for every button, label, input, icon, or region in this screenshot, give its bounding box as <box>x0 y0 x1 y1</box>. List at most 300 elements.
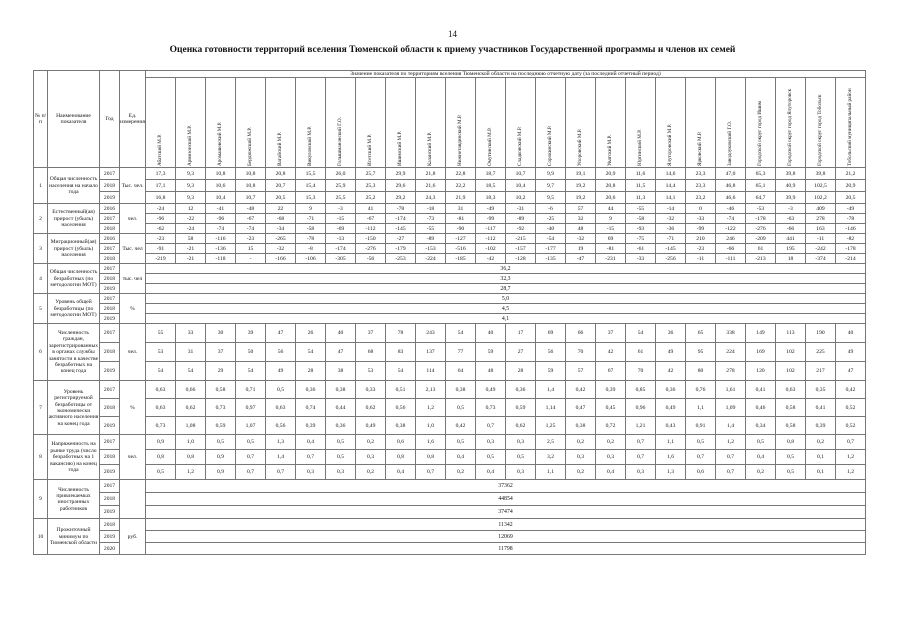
value-cell: 23,3 <box>686 180 716 192</box>
value-cell: 1,08 <box>176 417 206 435</box>
value-cell: 102,5 <box>806 180 836 192</box>
value-cell: 20,8 <box>596 180 626 192</box>
indicator-number: 3 <box>34 234 48 264</box>
value-cell: 48 <box>566 224 596 234</box>
territory-label: Юргинский М.Р. <box>636 129 643 166</box>
value-cell: -145 <box>386 224 416 234</box>
value-cell: 39,9 <box>776 192 806 204</box>
value-cell: -224 <box>416 254 446 264</box>
value-cell: 0,5 <box>206 435 236 450</box>
value-cell: -116 <box>206 234 236 244</box>
year-cell: 2017 <box>100 244 120 254</box>
table-row <box>34 362 866 381</box>
year-cell: 2017 <box>100 264 120 274</box>
value-cell: 18,5 <box>476 180 506 192</box>
value-cell: -66 <box>716 244 746 254</box>
value-cell: -15 <box>326 214 356 224</box>
document-title: Оценка готовности территорий вселения Тюменской области к приему участников Государственной программы и членов их семей <box>169 45 736 55</box>
year-cell: 2017 <box>100 294 120 304</box>
value-cell: 59 <box>476 343 506 362</box>
value-cell: 47 <box>266 324 296 343</box>
territory-header <box>536 78 566 168</box>
value-cell: 0,38 <box>566 417 596 435</box>
value-cell: 1,3 <box>656 465 686 480</box>
value-cell: 0,73 <box>206 399 236 417</box>
territory-header <box>176 78 206 168</box>
value-cell: 409 <box>806 204 836 214</box>
value-cell: 1,2 <box>416 399 446 417</box>
value-cell: -78 <box>296 234 326 244</box>
value-cell: 11,6 <box>626 168 656 180</box>
value-cell: 1,3 <box>266 435 296 450</box>
value-cell: 19,2 <box>566 192 596 204</box>
value-cell: -374 <box>806 254 836 264</box>
value-cell: 29,6 <box>386 180 416 192</box>
value-cell: 0,36 <box>506 381 536 399</box>
value-cell: 338 <box>716 324 746 343</box>
year-cell: 2016 <box>100 234 120 244</box>
header-name: Наименование показателя <box>48 71 100 168</box>
value-cell: -174 <box>386 214 416 224</box>
value-cell: -102 <box>476 244 506 254</box>
indicator-number: 9 <box>34 480 48 519</box>
value-cell: 0,2 <box>566 465 596 480</box>
year-cell: 2019 <box>100 192 120 204</box>
header-year: Год <box>100 71 120 168</box>
value-cell: 29,9 <box>386 168 416 180</box>
value-cell: -32 <box>266 244 296 254</box>
value-cell: 28 <box>506 362 536 381</box>
value-cell: 47,0 <box>716 168 746 180</box>
value-cell: 0,39 <box>806 417 836 435</box>
value-cell: 114 <box>416 362 446 381</box>
value-cell: 278 <box>806 214 836 224</box>
table-row <box>34 224 866 234</box>
value-cell: -231 <box>596 254 626 264</box>
value-cell: 57 <box>566 362 596 381</box>
value-cell: 113 <box>776 324 806 343</box>
value-cell: 23,2 <box>686 192 716 204</box>
value-cell: -46 <box>716 204 746 214</box>
readiness-table <box>33 70 866 555</box>
year-cell: 2018 <box>100 399 120 417</box>
table-row <box>34 314 866 324</box>
value-cell: -265 <box>266 234 296 244</box>
value-cell: 26,0 <box>326 168 356 180</box>
value-cell: 10,8 <box>236 180 266 192</box>
value-cell: 0,72 <box>596 417 626 435</box>
indicator-name: Численность привлекаемых иностранных работников <box>48 480 100 519</box>
value-cell: -8 <box>296 244 326 254</box>
table-row <box>34 435 866 450</box>
territory-label: Казанский М.Р. <box>426 131 433 166</box>
value-cell: 0,62 <box>356 399 386 417</box>
value-cell: 0,2 <box>746 465 776 480</box>
value-cell: -75 <box>626 234 656 244</box>
value-cell: 0,49 <box>656 399 686 417</box>
value-cell: -67 <box>236 214 266 224</box>
value-cell: 15,5 <box>296 168 326 180</box>
value-cell: 20,7 <box>266 180 296 192</box>
value-cell: 77 <box>446 343 476 362</box>
value-cell: -36 <box>656 224 686 234</box>
value-cell: 54 <box>446 324 476 343</box>
value-cell: 0,7 <box>686 450 716 465</box>
value-cell: 54 <box>296 343 326 362</box>
value-cell: 0,49 <box>476 381 506 399</box>
value-cell: -24 <box>176 224 206 234</box>
value-cell: -128 <box>506 254 536 264</box>
indicator-name: Напряженность на рынке труда (число безработных на 1 вакансию) на конец года <box>48 435 100 480</box>
value-cell: 0,5 <box>326 450 356 465</box>
value-cell: 278 <box>716 362 746 381</box>
table-row <box>34 343 866 362</box>
value-cell: 14,6 <box>656 168 686 180</box>
indicator-number: 6 <box>34 324 48 381</box>
value-cell: 1,4 <box>266 450 296 465</box>
value-cell: -66 <box>776 224 806 234</box>
value-cell: 20,9 <box>596 168 626 180</box>
value-cell: 1,6 <box>656 450 686 465</box>
value-cell: 0,52 <box>836 399 866 417</box>
value-cell: 0,41 <box>746 381 776 399</box>
value-cell: -516 <box>446 244 476 254</box>
value-cell: 0,71 <box>236 381 266 399</box>
year-cell: 2017 <box>100 214 120 224</box>
value-cell: 0,7 <box>236 450 266 465</box>
value-cell: -89 <box>416 234 446 244</box>
value-cell: 47 <box>326 343 356 362</box>
value-cell: -78 <box>386 204 416 214</box>
territory-label: Омутинский М.Р. <box>486 127 493 166</box>
value-cell: -21 <box>176 254 206 264</box>
value-cell: 3,2 <box>536 450 566 465</box>
value-cell: 0,58 <box>206 381 236 399</box>
value-cell: 10,2 <box>506 192 536 204</box>
value-cell: 9,7 <box>536 180 566 192</box>
value-cell: 21,6 <box>416 180 446 192</box>
value-cell: 39,8 <box>806 168 836 180</box>
value-cell: -74 <box>716 214 746 224</box>
value-cell: 10,7 <box>236 192 266 204</box>
value-cell: 0,58 <box>776 399 806 417</box>
value-cell: 0,85 <box>626 381 656 399</box>
territory-header <box>476 78 506 168</box>
value-cell: -111 <box>716 254 746 264</box>
value-cell: -256 <box>656 254 686 264</box>
value-cell: 54 <box>386 362 416 381</box>
value-cell: -93 <box>626 224 656 234</box>
table-row <box>34 294 866 304</box>
value-cell: -25 <box>536 214 566 224</box>
value-cell: 0,33 <box>356 381 386 399</box>
value-cell: 0,3 <box>476 435 506 450</box>
year-cell: 2019 <box>100 284 120 294</box>
table-row <box>34 480 866 493</box>
value-cell: 10,8 <box>236 168 266 180</box>
value-cell: 0,5 <box>776 450 806 465</box>
value-cell: -122 <box>716 224 746 234</box>
value-cell: 225 <box>806 343 836 362</box>
territory-label: Сорокинский М.Р. <box>546 125 553 166</box>
value-cell: 0,3 <box>626 465 656 480</box>
value-cell: 15,4 <box>296 180 326 192</box>
value-cell: 50 <box>236 343 266 362</box>
value-cell: 0,36 <box>656 381 686 399</box>
value-cell: -91 <box>146 244 176 254</box>
value-cell: 0,4 <box>596 465 626 480</box>
value-cell: 0,44 <box>326 399 356 417</box>
value-cell: 95 <box>686 343 716 362</box>
year-cell: 2019 <box>100 506 120 519</box>
value-cell: -253 <box>386 254 416 264</box>
year-cell: 2018 <box>100 254 120 264</box>
territory-label: Сладковский М.Р. <box>516 126 523 166</box>
value-cell: -305 <box>326 254 356 264</box>
value-cell: -185 <box>446 254 476 264</box>
value-cell: 64,7 <box>746 192 776 204</box>
value-cell: -40 <box>536 224 566 234</box>
table-row <box>34 417 866 435</box>
territory-label: Тобольский муниципальный район <box>846 88 853 166</box>
value-cell: -242 <box>806 244 836 254</box>
value-cell: 1,1 <box>656 435 686 450</box>
header-row-1 <box>34 71 866 78</box>
value-cell: -136 <box>206 244 236 254</box>
value-cell: 31 <box>176 343 206 362</box>
value-cell: -150 <box>356 234 386 244</box>
value-cell: 0,38 <box>326 381 356 399</box>
value-cell: 0,3 <box>326 465 356 480</box>
value-cell: 0,6 <box>686 465 716 480</box>
value-cell: 0,5 <box>776 465 806 480</box>
value-cell: 10,6 <box>206 180 236 192</box>
value-cell: -214 <box>836 254 866 264</box>
value-cell: 18,3 <box>476 192 506 204</box>
value-cell: 18,7 <box>476 168 506 180</box>
table-row <box>34 531 866 543</box>
value-cell: -68 <box>266 214 296 224</box>
value-cell: -90 <box>446 224 476 234</box>
value-cell: 0,4 <box>296 435 326 450</box>
table-row <box>34 450 866 465</box>
value-cell: -127 <box>446 234 476 244</box>
value-cell: 29 <box>206 362 236 381</box>
value-cell: 0,8 <box>416 450 446 465</box>
value-cell: -49 <box>476 204 506 214</box>
header-num: № п/п <box>34 71 48 168</box>
value-cell: -42 <box>476 254 506 264</box>
value-cell: 28 <box>296 362 326 381</box>
value-cell: 11,3 <box>626 192 656 204</box>
value-cell: 9,5 <box>536 192 566 204</box>
value-cell: 11,5 <box>626 180 656 192</box>
territory-label: Городской округ город Ишим <box>756 100 763 166</box>
value-cell: 14,4 <box>656 180 686 192</box>
value-cell: 53 <box>356 362 386 381</box>
value-cell: 0,35 <box>806 381 836 399</box>
value-cell: -22 <box>176 214 206 224</box>
value-cell: 61 <box>626 343 656 362</box>
value-cell: 54 <box>176 362 206 381</box>
value-cell: 16,8 <box>146 192 176 204</box>
value-cell: 102,2 <box>806 192 836 204</box>
value-cell: -56 <box>356 254 386 264</box>
value-cell: 0,7 <box>416 465 446 480</box>
territory-header <box>416 78 446 168</box>
value-cell: 0,5 <box>266 381 296 399</box>
table-row <box>34 274 866 284</box>
value-cell: 17,1 <box>146 180 176 192</box>
value-cell: 21,2 <box>836 168 866 180</box>
value-cell: 37 <box>206 343 236 362</box>
unit-cell: Тыс. чел <box>120 234 146 264</box>
table-row <box>34 399 866 417</box>
value-cell: 40 <box>326 324 356 343</box>
unit-cell: чел. <box>120 204 146 234</box>
value-cell: -81 <box>446 214 476 224</box>
value-cell: -209 <box>746 234 776 244</box>
value-cell: -21 <box>176 244 206 254</box>
value-cell: 19,1 <box>566 168 596 180</box>
value-cell: 0,38 <box>446 381 476 399</box>
value-cell: 0,5 <box>506 450 536 465</box>
value-cell: -58 <box>626 214 656 224</box>
value-cell: 0,76 <box>686 381 716 399</box>
unit-cell: тыс. чел <box>120 264 146 294</box>
value-cell: 70 <box>566 343 596 362</box>
territory-header <box>266 78 296 168</box>
value-cell: 0,5 <box>446 399 476 417</box>
value-cell: -78 <box>836 214 866 224</box>
value-cell: 46,8 <box>716 180 746 192</box>
value-cell: 54 <box>146 362 176 381</box>
territory-header <box>626 78 656 168</box>
value-cell: 0,73 <box>476 399 506 417</box>
value-cell: 25,9 <box>326 180 356 192</box>
value-cell: 37 <box>596 324 626 343</box>
value-cell: 20,9 <box>836 180 866 192</box>
value-cell: 0,9 <box>146 435 176 450</box>
value-cell: 40 <box>836 324 866 343</box>
aggregate-value: 11798 <box>146 543 866 555</box>
territory-label: Голышмановский Г.О. <box>336 117 343 166</box>
value-cell: - <box>236 254 266 264</box>
value-cell: 21,8 <box>416 168 446 180</box>
value-cell: -276 <box>746 224 776 234</box>
value-cell: 68 <box>356 343 386 362</box>
value-cell: 46,6 <box>716 192 746 204</box>
aggregate-value: 32,3 <box>146 274 866 284</box>
value-cell: 0,74 <box>296 399 326 417</box>
value-cell: 0,8 <box>146 450 176 465</box>
territory-label: Ярковский М.Р. <box>696 131 703 166</box>
value-cell: -23 <box>146 234 176 244</box>
year-cell: 2018 <box>100 180 120 192</box>
aggregate-value: 28,7 <box>146 284 866 294</box>
value-cell: 1,4 <box>716 417 746 435</box>
territory-label: Исетский М.Р. <box>366 134 373 166</box>
value-cell: 0,5 <box>746 435 776 450</box>
value-cell: 210 <box>686 234 716 244</box>
value-cell: 0,2 <box>566 435 596 450</box>
value-cell: -166 <box>266 254 296 264</box>
value-cell: 0,3 <box>506 435 536 450</box>
aggregate-value: 4,1 <box>146 314 866 324</box>
value-cell: 2,13 <box>416 381 446 399</box>
year-cell: 2017 <box>100 480 120 493</box>
value-cell: -99 <box>686 224 716 234</box>
value-cell: -92 <box>506 224 536 234</box>
value-cell: -54 <box>536 234 566 244</box>
value-cell: -215 <box>506 234 536 244</box>
value-cell: 0,4 <box>746 450 776 465</box>
value-cell: 25,3 <box>356 180 386 192</box>
value-cell: -178 <box>836 244 866 254</box>
value-cell: 0,39 <box>596 381 626 399</box>
aggregate-value: 37362 <box>146 480 866 493</box>
value-cell: 0,7 <box>296 450 326 465</box>
value-cell: -62 <box>146 224 176 234</box>
value-cell: 12 <box>176 204 206 214</box>
value-cell: 0,2 <box>806 435 836 450</box>
year-cell: 2017 <box>100 168 120 180</box>
territory-label: Ишимский М.Р. <box>396 131 403 166</box>
value-cell: -69 <box>326 224 356 234</box>
year-cell: 2018 <box>100 224 120 234</box>
table-row <box>34 244 866 254</box>
value-cell: 41 <box>356 204 386 214</box>
value-cell: 40,9 <box>776 180 806 192</box>
value-cell: -135 <box>536 254 566 264</box>
indicator-name: Миграционный(ая) прирост (убыль) населения <box>48 234 100 264</box>
value-cell: 0,62 <box>506 417 536 435</box>
value-cell: -99 <box>476 214 506 224</box>
indicator-number: 10 <box>34 519 48 555</box>
unit-cell: Тыс. чел. <box>120 168 146 204</box>
value-cell: 137 <box>416 343 446 362</box>
value-cell: 38 <box>326 362 356 381</box>
value-cell: 19,2 <box>566 180 596 192</box>
value-cell: 0,7 <box>626 450 656 465</box>
year-cell: 2018 <box>100 493 120 506</box>
value-cell: 25,5 <box>326 192 356 204</box>
value-cell: -53 <box>746 204 776 214</box>
table-row <box>34 506 866 519</box>
year-cell: 2020 <box>100 543 120 555</box>
year-cell: 2018 <box>100 519 120 531</box>
value-cell: 26 <box>296 324 326 343</box>
value-cell: 0,7 <box>716 465 746 480</box>
value-cell: 1,2 <box>176 465 206 480</box>
aggregate-value: 36,2 <box>146 264 866 274</box>
value-cell: -213 <box>746 254 776 264</box>
territory-label: Заводоуковский Г.О. <box>726 120 733 166</box>
value-cell: 102 <box>776 362 806 381</box>
value-cell: 9,3 <box>176 168 206 180</box>
value-cell: 0,56 <box>386 399 416 417</box>
value-cell: 190 <box>806 324 836 343</box>
value-cell: -74 <box>206 224 236 234</box>
value-cell: -31 <box>506 204 536 214</box>
value-cell: 65,3 <box>746 168 776 180</box>
value-cell: -58 <box>296 224 326 234</box>
value-cell: 27 <box>506 343 536 362</box>
value-cell: 0,3 <box>566 450 596 465</box>
value-cell: 55 <box>146 324 176 343</box>
territory-header <box>686 78 716 168</box>
territory-label: Городской округ город Тобольск <box>816 94 823 166</box>
